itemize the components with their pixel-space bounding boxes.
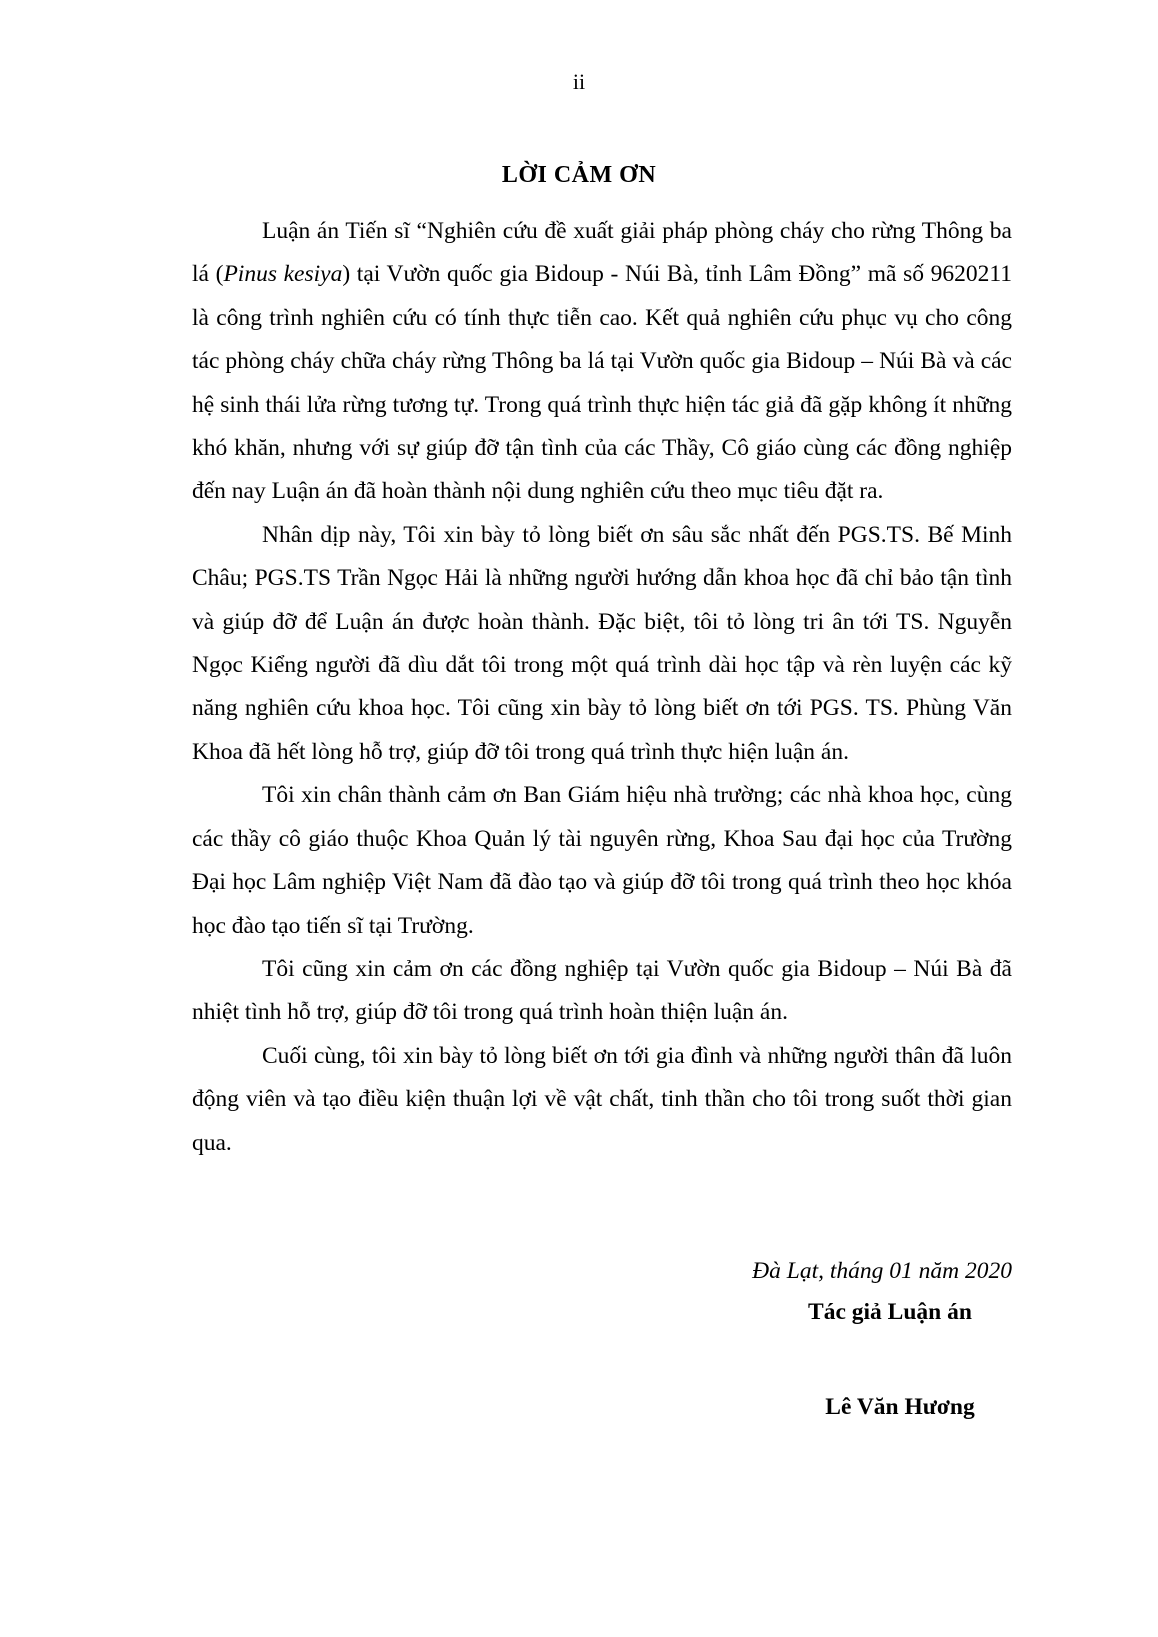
paragraph-4: Tôi cũng xin cảm ơn các đồng nghiệp tại Vườn quốc gia Bidoup – Núi Bà đã nhiệt tình hỗ trợ, giúp đỡ tôi trong quá trình hoàn thiện luận án.	[192, 955, 1012, 1026]
page-title: LỜI CẢM ƠN	[501, 162, 657, 188]
species-name: Pinus kesiya	[223, 261, 343, 288]
paragraph-1-text-a: Luận án Tiến sĩ “Nghiên cứu đề xuất giải pháp phòng cháy cho rừng Thông ba lá (	[192, 218, 1012, 288]
paragraph-3: Tôi xin chân thành cảm ơn Ban Giám hiệu nhà trường; các nhà khoa học, cùng các thầy cô giáo thuộc Khoa Quản lý tài nguyên rừng, Khoa Sau đại học của Trường Đại học Lâm nghiệp Việt Nam đã đào tạo và giúp đỡ tôi trong quá trình theo học khóa học đào tạo tiến sĩ tại Trường.	[192, 782, 1012, 939]
signature-name: Lê Văn Hương	[825, 1394, 975, 1420]
paragraph-5: Cuối cùng, tôi xin bày tỏ lòng biết ơn tới gia đình và những người thân đã luôn động viên và tạo điều kiện thuận lợi về vật chất, tinh thần cho tôi trong suốt thời gian qua.	[192, 1042, 1012, 1156]
paragraph-2: Nhân dịp này, Tôi xin bày tỏ lòng biết ơn sâu sắc nhất đến PGS.TS. Bế Minh Châu; PGS.TS Trần Ngọc Hải là những người hướng dẫn khoa học đã chỉ bảo tận tình và giúp đỡ để Luận án được hoàn thành. Đặc biệt, tôi tỏ lòng tri ân tới TS. Nguyễn Ngọc Kiểng người đã dìu dắt tôi trong một quá trình dài học tập và rèn luyện các kỹ năng nghiên cứu khoa học. Tôi cũng xin bày tỏ lòng biết ơn tới PGS. TS. Phùng Văn Khoa đã hết lòng hỗ trợ, giúp đỡ tôi trong quá trình thực hiện luận án.	[192, 521, 1012, 765]
acknowledgement-body	[192, 210, 1012, 1165]
signature-place-date: Đà Lạt, tháng 01 năm 2020	[752, 1258, 1012, 1284]
paragraph-1-text-b: ) tại Vườn quốc gia Bidoup - Núi Bà, tỉnh Lâm Đồng” mã số 9620211 là công trình nghiên cứu có tính thực tiễn cao. Kết quả nghiên cứu phục vụ cho công tác phòng cháy chữa cháy rừng Thông ba lá tại Vườn quốc gia Bidoup – Núi Bà và các hệ sinh thái lửa rừng tương tự. Trong quá trình thực hiện tác giả đã gặp không ít những khó khăn, nhưng với sự giúp đỡ tận tình của các Thầy, Cô giáo cùng các đồng nghiệp đến nay Luận án đã hoàn thành nội dung nghiên cứu theo mục tiêu đặt ra.	[192, 261, 1012, 505]
paragraph-1	[192, 210, 1012, 514]
page-number: ii	[572, 69, 586, 94]
signature-role: Tác giả Luận án	[808, 1299, 972, 1325]
